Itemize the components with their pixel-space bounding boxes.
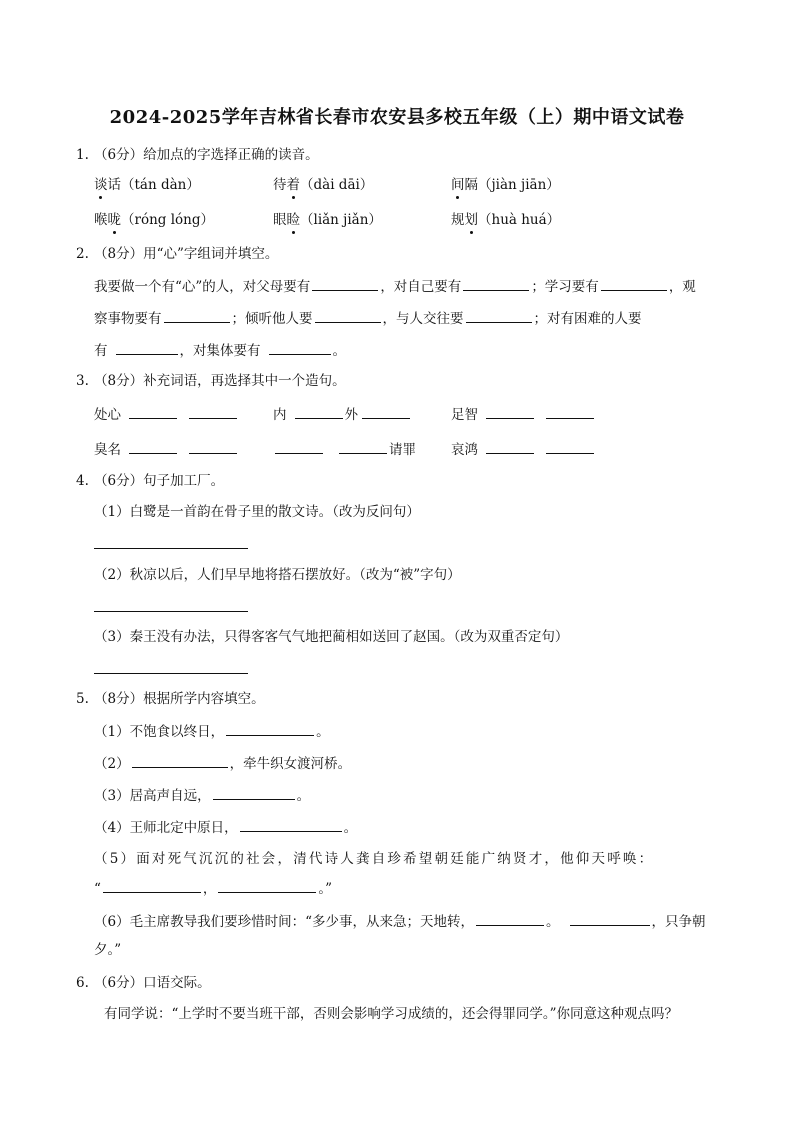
q5-poem-6: （6）毛主席教导我们要珍惜时间：“多少事，从来急；天地转， 。 ，只争朝 (94, 914, 706, 930)
q3-number: 3. (76, 373, 89, 389)
q1-char-dotted: 着 (286, 177, 300, 193)
page-title: 2024-2025学年吉林省长春市农安县多校五年级（上）期中语文试卷 (109, 107, 685, 128)
q4-number: 4. (76, 473, 89, 489)
answer-line[interactable] (94, 611, 248, 612)
q1-item: 间隔（jiàn jiān） (451, 177, 560, 193)
answer-blank[interactable] (463, 277, 529, 291)
q3-row-1-b: 内 外 (273, 405, 412, 424)
q2-line-2: 察事物要有 ；倾听他人要 ，与人交往要 ；对有困难的人要 (94, 311, 642, 327)
answer-blank[interactable] (570, 912, 650, 926)
answer-blank[interactable] (295, 405, 343, 419)
q3-row-1-c: 足智 (451, 405, 596, 424)
q1-char-dotted: 谈 (94, 177, 108, 193)
answer-blank[interactable] (312, 277, 378, 291)
q1-item: 谈话（tán dàn） (94, 177, 200, 193)
q1-item: 待着（dài dāi） (273, 177, 374, 193)
answer-blank[interactable] (129, 440, 177, 454)
q4-sentence-1: （1）白鹭是一首韵在骨子里的散文诗。（改为反问句） (94, 504, 420, 520)
answer-blank[interactable] (486, 405, 534, 419)
q6-number: 6. (76, 975, 89, 991)
q3-row-2: 臭名 (94, 440, 239, 459)
q1-item: 眼睑（liǎn jiǎn） (273, 212, 382, 228)
answer-blank[interactable] (466, 309, 532, 323)
q1-char-dotted: 划 (464, 212, 478, 228)
q3-row-1: 处心 (94, 405, 239, 424)
answer-blank[interactable] (315, 309, 381, 323)
q5-stem: （8分）根据所学内容填空。 (94, 691, 265, 707)
answer-blank[interactable] (362, 405, 410, 419)
q5-poem-4: （4）王师北定中原日， 。 (94, 820, 358, 836)
q3-row-2-c: 哀鸿 (451, 440, 596, 459)
q1-number: 1. (76, 147, 89, 163)
q1-char-dotted: 间 (451, 177, 465, 193)
q1-char-dotted: 睑 (286, 212, 300, 228)
answer-blank[interactable] (275, 440, 323, 454)
answer-blank[interactable] (226, 722, 314, 736)
answer-blank[interactable] (213, 786, 295, 800)
q6-stem: （6分）口语交际。 (94, 975, 211, 991)
answer-blank[interactable] (240, 818, 342, 832)
q6-text: 有同学说：“上学时不要当班干部，否则会影响学习成绩的，还会得罪同学。”你同意这种观点吗？ (104, 1006, 679, 1022)
q5-poem-1: （1）不饱食以终日， 。 (94, 724, 330, 740)
q5-poem-6-end: 夕。” (94, 942, 122, 958)
q5-number: 5. (76, 691, 89, 707)
answer-blank[interactable] (486, 440, 534, 454)
q2-line-3: 有 ，对集体要有 。 (94, 343, 346, 359)
answer-blank[interactable] (189, 405, 237, 419)
answer-blank[interactable] (546, 405, 594, 419)
q1-item: 喉咙（róng lóng） (94, 212, 214, 228)
answer-blank[interactable] (129, 405, 177, 419)
answer-blank[interactable] (132, 754, 228, 768)
q2-number: 2. (76, 246, 89, 262)
q1-char-dotted: 咙 (107, 212, 121, 228)
q5-poem-5-blanks: “ ， 。” (94, 881, 333, 897)
q2-stem: （8分）用“心”字组词并填空。 (94, 246, 279, 262)
q1-stem: （6分）给加点的字选择正确的读音。 (94, 147, 319, 163)
answer-blank[interactable] (218, 879, 316, 893)
q5-poem-2: （2） ，牵牛织女渡河桥。 (94, 756, 352, 772)
answer-blank[interactable] (339, 440, 387, 454)
answer-blank[interactable] (269, 341, 331, 355)
answer-blank[interactable] (103, 879, 201, 893)
q4-stem: （6分）句子加工厂。 (94, 473, 225, 489)
answer-blank[interactable] (546, 440, 594, 454)
answer-blank[interactable] (116, 341, 178, 355)
answer-blank[interactable] (476, 912, 544, 926)
q1-item: 规划（huà huá） (451, 212, 561, 228)
q3-row-2-b: 请罪 (273, 440, 416, 459)
q3-stem: （8分）补充词语，再选择其中一个造句。 (94, 373, 346, 389)
q4-sentence-2: （2）秋凉以后，人们早早地将搭石摆放好。（改为“被”字句） (94, 567, 461, 583)
answer-line[interactable] (94, 673, 248, 674)
answer-blank[interactable] (601, 277, 667, 291)
q2-line-1: 我要做一个有“心”的人，对父母要有 ，对自己要有 ；学习要有 ，观 (94, 279, 696, 295)
q5-poem-3: （3）居高声自远， 。 (94, 788, 311, 804)
answer-blank[interactable] (189, 440, 237, 454)
q4-sentence-3: （3）秦王没有办法，只得客客气气地把蔺相如送回了赵国。（改为双重否定句） (94, 629, 569, 645)
answer-line[interactable] (94, 548, 248, 549)
answer-blank[interactable] (164, 309, 230, 323)
q5-poem-5: （5）面对死气沉沉的社会，清代诗人龚自珍希望朝廷能广纳贤才，他仰天呼唤： (94, 851, 655, 867)
